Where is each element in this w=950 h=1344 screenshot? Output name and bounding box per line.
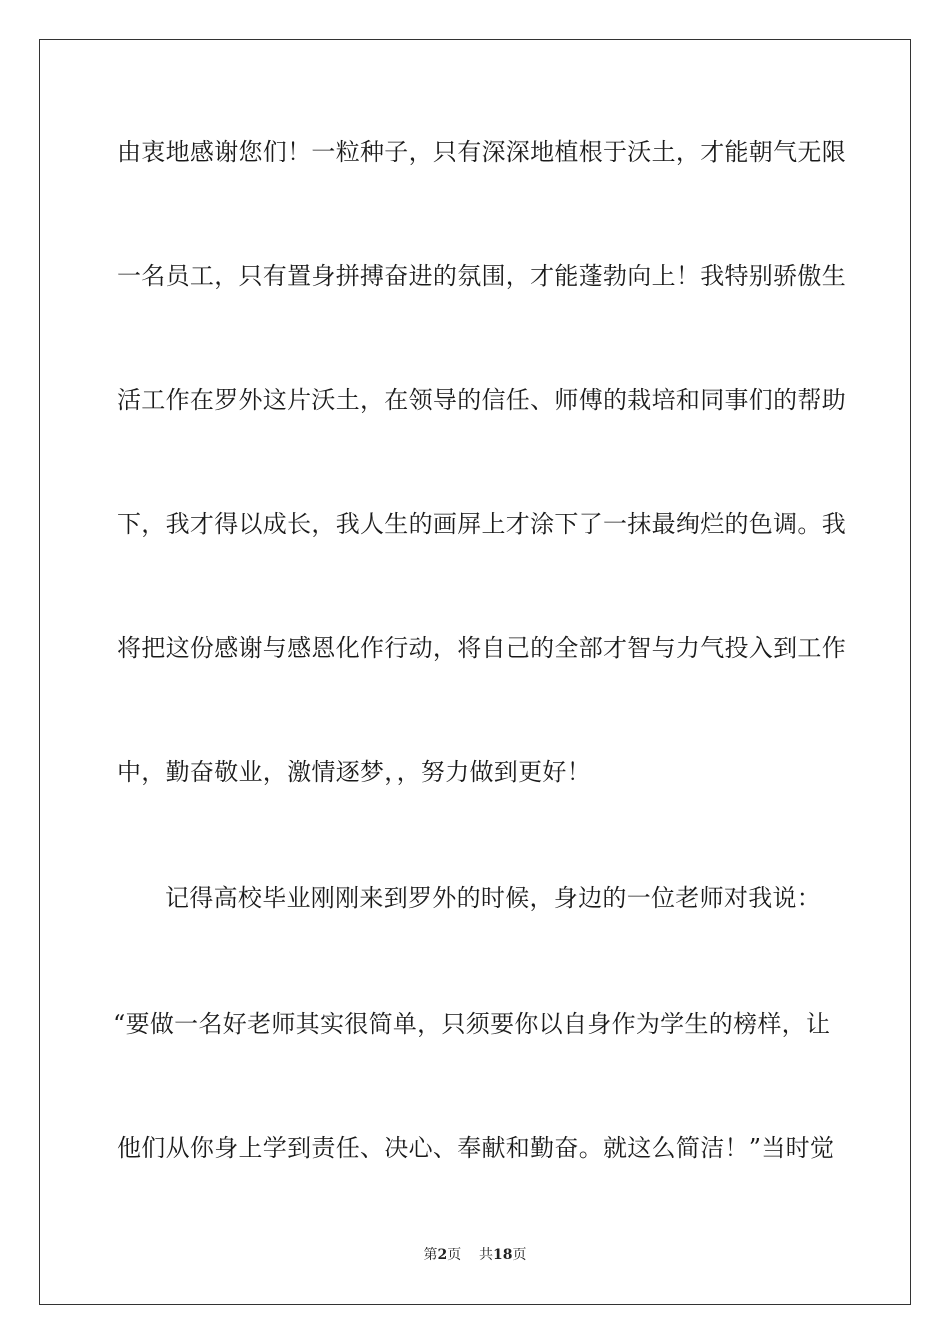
total-prefix: 共 xyxy=(479,1247,494,1263)
total-suffix: 页 xyxy=(512,1247,527,1263)
text-line: 中，勤奋敬业，激情逐梦，，努力做到更好！ xyxy=(117,758,591,786)
page-footer xyxy=(0,1245,950,1265)
text-line: 由衷地感谢您们！一粒种子，只有深深地植根于沃土，才能朝气无限 xyxy=(117,138,846,166)
paragraph-first-line: 记得高校毕业刚刚来到罗外的时候，身边的一位老师对我说： xyxy=(165,884,822,912)
page-number: 2 xyxy=(437,1247,448,1263)
page-suffix: 页 xyxy=(447,1247,462,1263)
text-line: 一名员工，只有置身拼搏奋进的氛围，才能蓬勃向上！我特别骄傲生 xyxy=(117,262,846,290)
text-line: 活工作在罗外这片沃土，在领导的信任、师傅的栽培和同事们的帮助 xyxy=(117,386,846,414)
page-border xyxy=(39,39,911,1305)
text-line: 下，我才得以成长，我人生的画屏上才涂下了一抹最绚烂的色调。我 xyxy=(117,510,846,538)
total-pages: 18 xyxy=(493,1247,513,1263)
text-line: 将把这份感谢与感恩化作行动，将自己的全部才智与力气投入到工作 xyxy=(117,634,846,662)
text-line: “要做一名好老师其实很简单，只须要你以自身作为学生的榜样，让 xyxy=(113,1010,831,1038)
text-line: 他们从你身上学到责任、决心、奉献和勤奋。就这么简洁！”当时觉 xyxy=(117,1134,835,1162)
page-prefix: 第 xyxy=(423,1247,438,1263)
